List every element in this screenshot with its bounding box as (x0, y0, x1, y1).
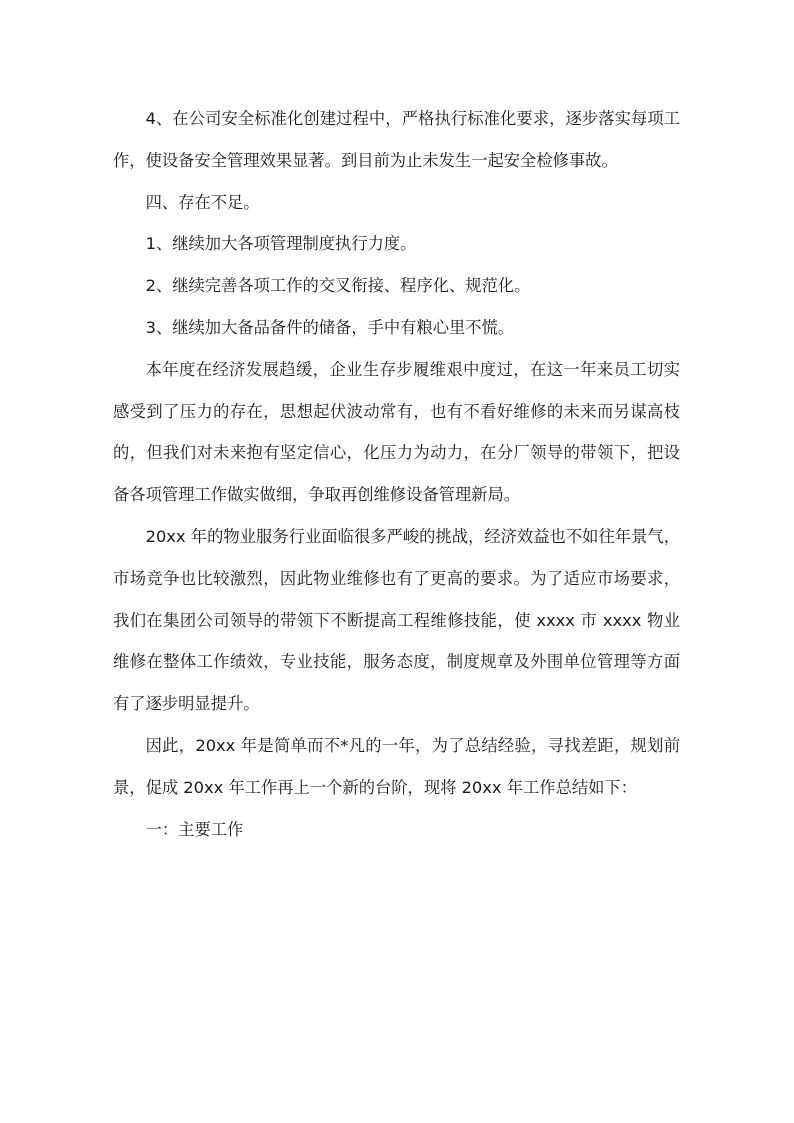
paragraph-summary-intro: 因此，20xx 年是简单而不*凡的一年，为了总结经验，寻找差距，规划前景，促成 20xx 年工作再上一个新的台阶，现将 20xx 年工作总结如下： (113, 735, 680, 797)
document-body (113, 98, 680, 850)
paragraph-property-service: 20xx 年的物业服务行业面临很多严峻的挑战，经济效益也不如往年景气，市场竞争也比较激烈，因此物业维修也有了更高的要求。为了适应市场要求，我们在集团公司领导的带领下不断提高工程维修技能，使 xxxx 市 xxxx 物业维修在整体工作绩效，专业技能，服务态度，制度规章及外围单位管理等方面有了逐步明显提升。 (113, 526, 680, 714)
list-item-management-enforcement: 1、继续加大各项管理制度执行力度。 (145, 234, 417, 254)
paragraph-annual-review: 本年度在经济发展趋缓，企业生存步履维艰中度过，在这一年来员工切实感受到了压力的存在，思想起伏波动常有，也有不看好维修的未来而另谋高枝的，但我们对未来抱有坚定信心，化压力为动力，在分厂领导的带领下，把设备各项管理工作做实做细，争取再创维修设备管理新局。 (113, 359, 680, 505)
section-heading-shortcomings: 四、存在不足。 (145, 192, 260, 212)
paragraph-safety-standardization: 4、在公司安全标准化创建过程中，严格执行标准化要求，逐步落实每项工作，使设备安全管理效果显著。到目前为止未发生一起安全检修事故。 (113, 109, 680, 170)
list-item-spare-parts: 3、继续加大备品备件的储备，手中有粮心里不慌。 (145, 317, 515, 337)
section-heading-main-work: 一：主要工作 (145, 819, 244, 839)
list-item-work-coordination: 2、继续完善各项工作的交叉衔接、程序化、规范化。 (145, 276, 531, 296)
